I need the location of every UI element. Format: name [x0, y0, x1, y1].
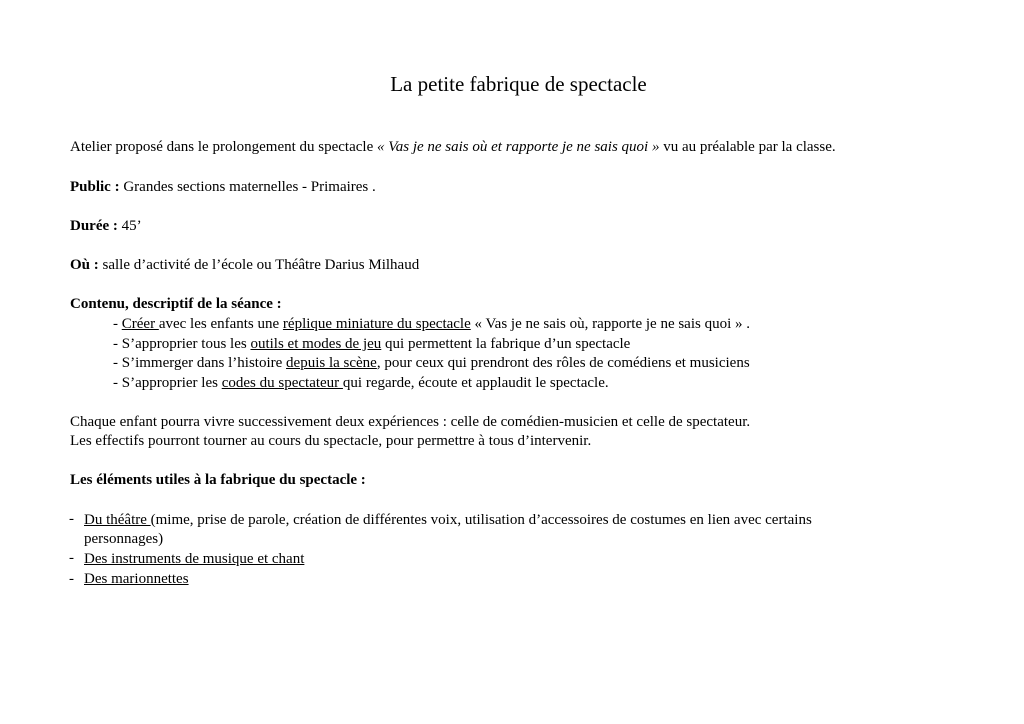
- contenu-item-text: « Vas je ne sais où, rapporte je ne sais quoi » .: [470, 316, 751, 332]
- contenu-item: [113, 353, 750, 373]
- contenu-heading: Contenu, descriptif de la séance :: [70, 296, 282, 312]
- elements-heading: Les éléments utiles à la fabrique du spectacle :: [70, 472, 366, 488]
- contenu-item-text: - S’approprier les: [113, 375, 222, 391]
- contenu-item-underlined: codes du spectateur: [221, 375, 343, 391]
- ou-label: Où :: [70, 257, 99, 273]
- contenu-item-text: - S’approprier tous les: [113, 336, 251, 352]
- intro-text-after: vu au préalable par la classe.: [659, 139, 836, 155]
- contenu-item: [113, 314, 750, 334]
- list-dash: -: [69, 511, 74, 527]
- duree-label: Durée :: [70, 218, 118, 234]
- contenu-item-text: -: [113, 316, 122, 332]
- contenu-item-underlined: outils et modes de jeu: [250, 336, 382, 352]
- contenu-item: [113, 373, 609, 393]
- elements-item-text: (mime, prise de parole, création de différentes voix, utilisation d’accessoires de costumes en lien avec certains: [150, 512, 812, 528]
- contenu-item-text: avec les enfants une: [158, 316, 283, 332]
- intro-text-before: Atelier proposé dans le prolongement du spectacle: [70, 139, 377, 155]
- list-dash: -: [69, 571, 74, 587]
- public-value: Grandes sections maternelles - Primaires .: [119, 179, 376, 195]
- elements-item-underlined: Du théâtre: [84, 512, 151, 528]
- contenu-item-underlined: réplique miniature du spectacle: [282, 316, 471, 332]
- public-line: [70, 177, 376, 197]
- elements-item: [84, 549, 304, 569]
- elements-item-continuation: personnages): [84, 531, 164, 547]
- contenu-item-text: qui permettent la fabrique d’un spectacle: [381, 336, 631, 352]
- contenu-item-text: qui regarde, écoute et applaudit le spectacle.: [342, 375, 609, 391]
- paragraph-line: Chaque enfant pourra vivre successivement deux expériences : celle de comédien-musicien et celle de spectateur.: [70, 414, 751, 430]
- paragraph-line: Les effectifs pourront tourner au cours du spectacle, pour permettre à tous d’intervenir.: [70, 433, 592, 449]
- ou-value: salle d’activité de l’école ou Théâtre Darius Milhaud: [98, 257, 420, 273]
- public-label: Public :: [70, 179, 120, 195]
- contenu-item-text: - S’immerger dans l’histoire: [113, 355, 287, 371]
- contenu-item-text: , pour ceux qui prendront des rôles de comédiens et musiciens: [376, 355, 750, 371]
- elements-item-underlined: Des marionnettes: [84, 571, 189, 587]
- elements-item: [84, 569, 189, 589]
- duree-value: 45’: [117, 218, 142, 234]
- intro-paragraph: [70, 137, 836, 157]
- contenu-item: [113, 334, 630, 354]
- list-dash: -: [69, 550, 74, 566]
- contenu-item-underlined: depuis la scène: [286, 355, 377, 371]
- ou-line: [70, 255, 419, 275]
- document-title: La petite fabrique de spectacle: [390, 72, 647, 96]
- duree-line: [70, 216, 142, 236]
- elements-item: [84, 510, 812, 530]
- contenu-item-underlined: Créer: [121, 316, 159, 332]
- elements-item-underlined: Des instruments de musique et chant: [84, 551, 305, 567]
- show-title: « Vas je ne sais où et rapporte je ne sais quoi »: [376, 139, 660, 155]
